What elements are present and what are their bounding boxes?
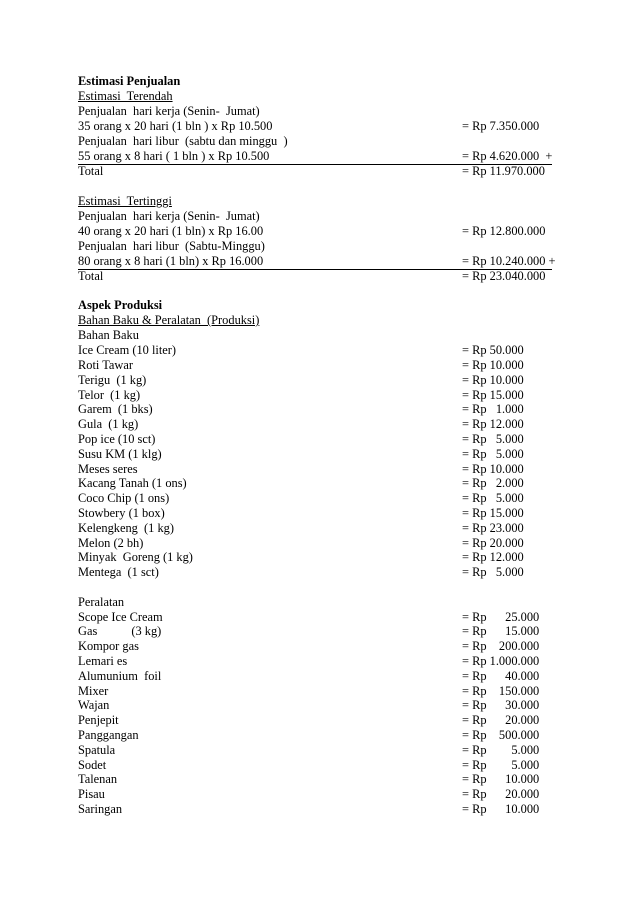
item-label: Mentega (1 sct): [78, 565, 159, 580]
item-label: Coco Chip (1 ons): [78, 491, 170, 506]
row-value: = Rp 11.970.000: [462, 164, 545, 178]
item-label: Talenan: [78, 772, 118, 787]
total-row: [78, 164, 545, 179]
item-value: = Rp 20.000: [462, 535, 524, 550]
row-value: = Rp 4.620.000 +: [462, 149, 553, 163]
item-value: = Rp 20.000: [462, 787, 540, 802]
item-value: = Rp 10.000: [462, 372, 524, 387]
heading-estimasi-terendah: Estimasi Terendah: [78, 89, 173, 103]
row-label: Total: [78, 269, 104, 283]
row-label: Penjualan hari libur (sabtu dan minggu ): [78, 134, 288, 148]
table-row: [78, 149, 553, 164]
item-label: Meses seres: [78, 461, 138, 476]
item-value: = Rp 15.000: [462, 506, 524, 520]
item-label: Scope Ice Cream: [78, 609, 163, 624]
section-title-estimasi: Estimasi Penjualan: [78, 74, 181, 88]
section-title-produksi: Aspek Produksi: [78, 298, 163, 312]
item-label: Saringan: [78, 802, 123, 816]
item-value: = Rp 10.000: [462, 802, 540, 816]
row-label: Penjualan hari kerja (Senin- Jumat): [78, 104, 260, 118]
item-value: = Rp 5.000: [462, 742, 540, 757]
row-value: = Rp 7.350.000: [462, 119, 540, 133]
item-value: = Rp 15.000: [462, 387, 524, 402]
item-label: Penjepit: [78, 713, 119, 728]
row-label: Total: [78, 164, 104, 178]
item-label: Alumunium foil: [78, 668, 162, 683]
item-label: Panggangan: [78, 728, 139, 742]
item-label: Mixer: [78, 683, 109, 698]
item-value: = Rp 15.000: [462, 624, 540, 639]
table-row: [78, 254, 556, 269]
row-label: 55 orang x 8 hari ( 1 bln ) x Rp 10.500: [78, 149, 270, 163]
item-value: = Rp 5.000: [462, 432, 524, 446]
item-value: = Rp 23.000: [462, 520, 524, 535]
item-value: = Rp 500.000: [462, 728, 540, 742]
item-value: = Rp 25.000: [462, 609, 540, 624]
row-label: 40 orang x 20 hari (1 bln) x Rp 16.00: [78, 224, 264, 238]
item-value: = Rp 5.000: [462, 757, 540, 772]
item-label: Pop ice (10 sct): [78, 432, 156, 446]
item-value: = Rp 5.000: [462, 491, 524, 506]
table-row: [78, 104, 260, 119]
item-label: Kacang Tanah (1 ons): [78, 476, 187, 491]
row-label: 80 orang x 8 hari (1 bln) x Rp 16.000: [78, 254, 264, 268]
item-label: Kompor gas: [78, 639, 139, 654]
table-row: [78, 209, 260, 224]
table-row: [78, 119, 540, 134]
item-label: Melon (2 bh): [78, 535, 144, 550]
item-value: = Rp 10.000: [462, 358, 524, 372]
item-value: = Rp 2.000: [462, 476, 524, 491]
item-label: Spatula: [78, 742, 116, 757]
row-label: Penjualan hari libur (Sabtu-Minggu): [78, 239, 265, 253]
item-value: = Rp 50.000: [462, 343, 524, 357]
item-label: Telor (1 kg): [78, 387, 141, 402]
item-label: Gula (1 kg): [78, 417, 139, 432]
item-label: Pisau: [78, 787, 105, 802]
item-value: = Rp 5.000: [462, 565, 524, 580]
heading-peralatan: Peralatan: [78, 594, 125, 609]
item-value: = Rp 10.000: [462, 772, 540, 787]
item-label: Sodet: [78, 757, 107, 772]
item-label: Wajan: [78, 698, 110, 713]
row-value: = Rp 23.040.000: [462, 269, 546, 283]
table-row: [78, 134, 288, 149]
row-value: = Rp 10.240.000 +: [462, 254, 556, 268]
heading-estimasi-tertinggi: Estimasi Tertinggi: [78, 194, 172, 208]
item-value: = Rp 150.000: [462, 683, 540, 698]
table-row: [78, 224, 546, 239]
total-row: [78, 269, 546, 284]
item-value: = Rp 12.000: [462, 550, 524, 565]
item-label: Garem (1 bks): [78, 402, 153, 417]
row-value: = Rp 12.800.000: [462, 224, 546, 238]
item-label: Susu KM (1 klg): [78, 446, 162, 461]
item-label: Gas (3 kg): [78, 624, 162, 639]
item-value: = Rp 20.000: [462, 713, 540, 728]
item-value: = Rp 12.000: [462, 417, 524, 432]
heading-bahan-baku: Bahan Baku: [78, 328, 139, 342]
item-value: = Rp 10.000: [462, 461, 524, 476]
row-label: Penjualan hari kerja (Senin- Jumat): [78, 209, 260, 223]
table-row: [78, 239, 265, 254]
item-label: Ice Cream (10 liter): [78, 343, 177, 357]
item-value: = Rp 5.000: [462, 446, 524, 461]
item-label: Kelengkeng (1 kg): [78, 520, 174, 535]
item-value: = Rp 1.000.000: [462, 654, 540, 668]
heading-bahan-peralatan: Bahan Baku & Peralatan (Produksi): [78, 313, 260, 327]
item-value: = Rp 40.000: [462, 668, 540, 683]
item-label: Minyak Goreng (1 kg): [78, 550, 193, 565]
item-value: = Rp 200.000: [462, 639, 540, 654]
row-label: 35 orang x 20 hari (1 bln ) x Rp 10.500: [78, 119, 273, 133]
item-label: Roti Tawar: [78, 358, 133, 372]
item-value: = Rp 30.000: [462, 698, 540, 713]
item-label: Terigu (1 kg): [78, 372, 147, 387]
item-label: Lemari es: [78, 654, 128, 668]
item-label: Stowbery (1 box): [78, 506, 165, 520]
item-value: = Rp 1.000: [462, 402, 524, 417]
